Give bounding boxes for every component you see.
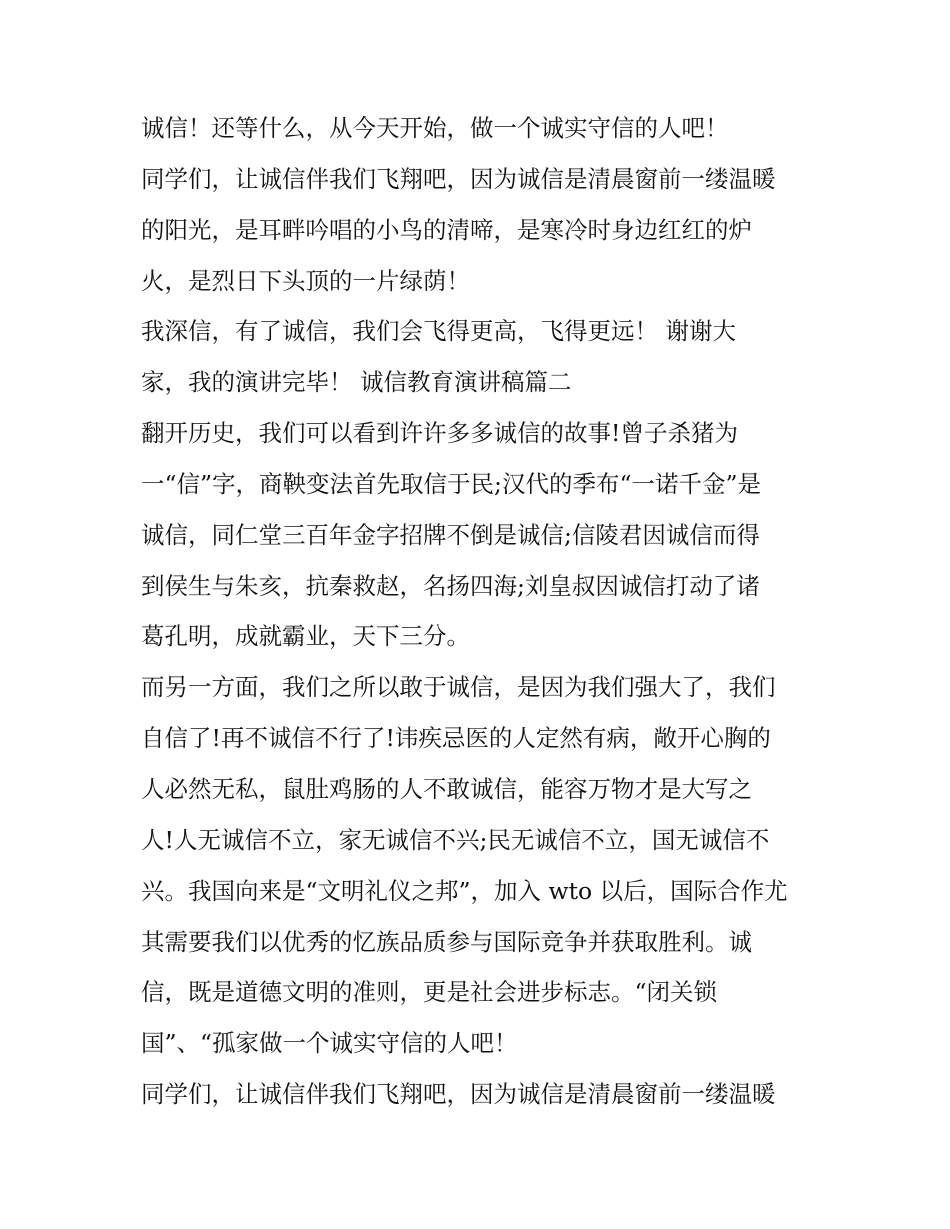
text-line: 我深信，有了诚信，我们会飞得更高，飞得更远！ 谢谢大 bbox=[141, 317, 736, 346]
text-line: 人!人无诚信不立，家无诚信不兴;民无诚信不立，国无诚信不 bbox=[141, 825, 770, 854]
text-line: 人必然无私，鼠肚鸡肠的人不敢诚信，能容万物才是大写之 bbox=[141, 774, 752, 803]
text-line: 国”、“孤家做一个诚实守信的人吧！ bbox=[141, 1029, 518, 1058]
text-line: 家，我的演讲完毕！ 诚信教育演讲稿篇二 bbox=[141, 368, 572, 397]
text-line: 诚信！还等什么，从今天开始，做一个诚实守信的人吧！ bbox=[141, 114, 729, 142]
text-line: 翻开历史，我们可以看到许许多多诚信的故事!曾子杀猪为 bbox=[141, 419, 738, 448]
text-line: 到侯生与朱亥，抗秦救赵，名扬四海;刘皇叔因诚信打动了诸 bbox=[141, 571, 760, 600]
text-line: 的阳光，是耳畔吟唱的小鸟的清啼，是寒冷时身边红红的炉 bbox=[141, 215, 752, 244]
text-line: 同学们，让诚信伴我们飞翔吧，因为诚信是清晨窗前一缕温暖 bbox=[141, 164, 776, 193]
body-text bbox=[141, 103, 841, 1120]
text-line: 诚信，同仁堂三百年金字招牌不倒是诚信;信陵君因诚信而得 bbox=[141, 520, 760, 549]
text-line: 而另一方面，我们之所以敢于诚信，是因为我们强大了，我们 bbox=[141, 673, 776, 702]
text-line: 信，既是道德文明的准则，更是社会进步标志。“闭关锁 bbox=[141, 978, 718, 1007]
text-line: 火，是烈日下头顶的一片绿荫！ bbox=[141, 266, 470, 295]
text-line: 兴。我国向来是“文明礼仪之邦”，加入 wto 以后，国际合作尤 bbox=[141, 876, 788, 905]
text-line: 葛孔明，成就霸业，天下三分。 bbox=[141, 622, 470, 651]
text-line: 其需要我们以优秀的忆族品质参与国际竞争并获取胜利。诚 bbox=[141, 927, 752, 956]
text-line: 自信了!再不诚信不行了!讳疾忌医的人定然有病，敞开心胸的 bbox=[141, 724, 771, 753]
text-line: 同学们，让诚信伴我们飞翔吧，因为诚信是清晨窗前一缕温暖 bbox=[141, 1080, 776, 1109]
text-line: 一“信”字，商鞅变法首先取信于民;汉代的季布“一诺千金”是 bbox=[141, 469, 761, 498]
